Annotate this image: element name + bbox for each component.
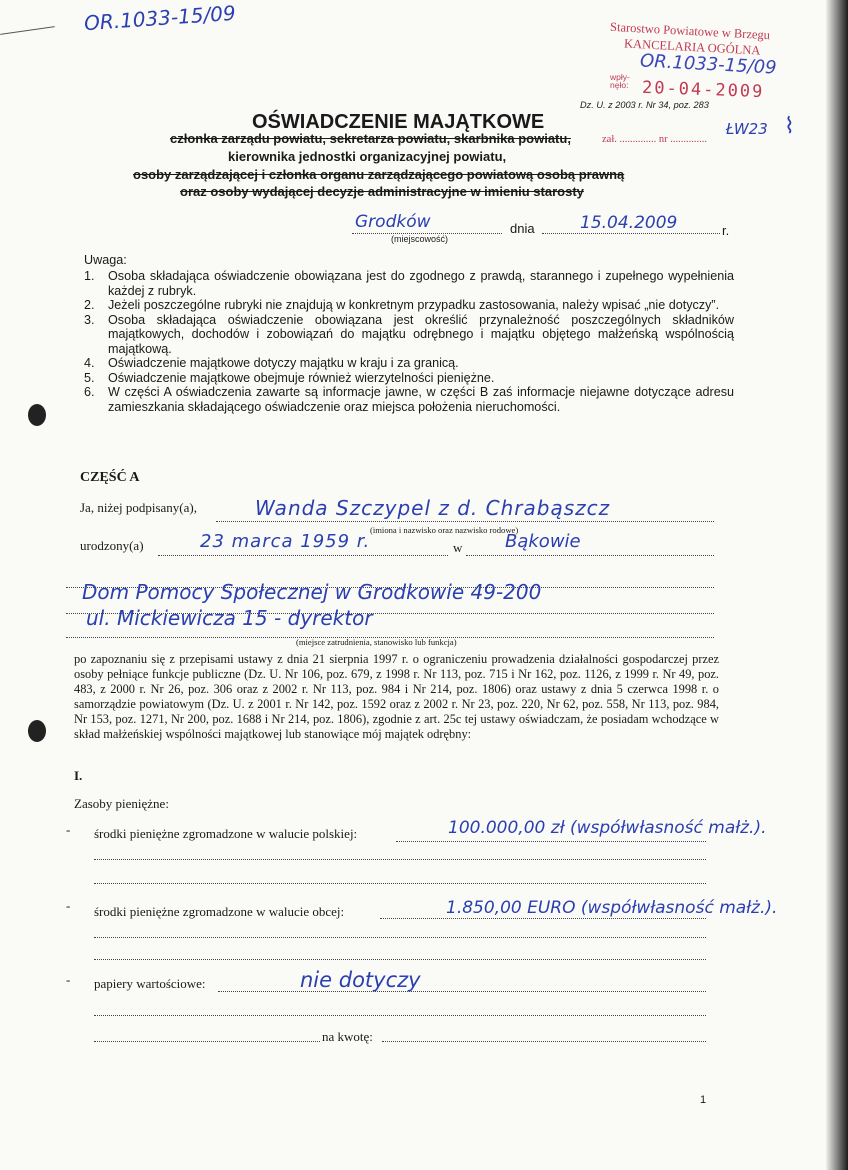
securities-label: papiery wartościowe: <box>94 976 206 991</box>
pln-label: środki pieniężne zgromadzone w walucie polskiej: <box>94 826 358 841</box>
signed-dotted-line <box>216 520 714 522</box>
notes-heading: Uwaga: <box>84 253 127 267</box>
subtitle-line-1: członka zarządu powiatu, sekretarza powiatu, skarbnika powiatu, <box>170 131 571 146</box>
punch-hole-top <box>28 404 46 426</box>
part-a-heading: CZĘŚĆ A <box>80 470 140 485</box>
born-date-value: 23 marca 1959 r. <box>200 531 371 552</box>
bullet: - <box>66 898 71 913</box>
employment-caption: (miejsce zatrudnienia, stanowisko lub funkcja) <box>296 637 457 647</box>
born-label: urodzony(a) <box>80 538 144 553</box>
name-caption: (imiona i nazwisko oraz nazwisko rodowe) <box>370 525 519 535</box>
pln-dotted-line <box>396 840 706 842</box>
stamp-initials: ŁW23 <box>726 120 768 138</box>
note-text: Jeżeli poszczególne rubryki nie znajdują w konkretnym przypadku zastosowania, należy wpisać „nie dotyczy”. <box>108 298 720 312</box>
punch-hole-bottom <box>28 720 46 742</box>
bullet: - <box>66 972 71 987</box>
declaration-paragraph: po zapoznaniu się z przepisami ustawy z dnia 21 sierpnia 1997 r. o ograniczeniu prowadzenia działalności gospodarczej przez osoby pełniące funkcje publiczne (Dz. U. Nr 106, poz. 679, z 1998 r. Nr 113, poz. 715 i Nr 162, poz. 1126, z 1999 r. Nr 49, poz. 483, z 2000 r. Nr 26, poz. 306 oraz z 2002 r. Nr 113, poz. 984 i Nr 214, poz. 1806) oraz ustawy z dnia 5 czerwca 1998 r. o samorządzie powiatowym (Dz. U. z 2001 r. Nr 142, poz. 1592 oraz z 2002 r. Nr 23, poz. 220, Nr 62, poz. 558, Nr 113, poz. 984, Nr 153, poz. 1271, Nr 200, poz. 1688 i Nr 214, poz. 1806), zgodnie z art. 25c tej ustawy oświadczam, że posiadam wchodzące w skład małżeńskiej wspólności majątkowej lub stanowiące mój majątek odrębny: <box>74 652 719 742</box>
note-text: W części A oświadczenia zawarte są informacje jawne, w części B zaś informacje niejawne dotyczące adresu zamieszkania składającego oświadczenie oraz miejsca położenia nieruchomości. <box>108 385 734 414</box>
note-text: Oświadczenie majątkowe obejmuje również wierzytelności pieniężne. <box>108 370 495 385</box>
scan-edge <box>826 0 848 1170</box>
foreign-dotted-line-2 <box>94 936 706 938</box>
pln-value: 100.000,00 zł (współwłasność małż.). <box>448 818 767 838</box>
stamp-received-label: wpły- nęło: <box>610 72 630 90</box>
place-caption: (miejscowość) <box>391 234 449 244</box>
born-in-label: w <box>453 540 463 555</box>
stamp-department: KANCELARIA OGÓLNA <box>623 36 761 58</box>
date-label: dnia <box>510 221 535 236</box>
notes-list <box>84 269 734 414</box>
legal-basis: Dz. U. z 2003 r. Nr 34, poz. 283 <box>580 100 709 110</box>
securities-dotted-line-2 <box>94 1014 706 1016</box>
born-place-value: Bąkowie <box>505 531 581 552</box>
subtitle-line-3: osoby zarządzającej i członka organu zarządzającego powiatową osobą prawną <box>133 167 625 182</box>
securities-dotted-line <box>218 990 706 992</box>
securities-value: nie dotyczy <box>300 968 421 992</box>
note-item: 1. Osoba składająca oświadczenie obowiązana jest do zgodnego z prawdą, starannego i zupełnego wypełnienia każdej z rubryk. <box>84 269 734 298</box>
stamp-office: Starostwo Powiatowe w Brzegu <box>609 19 771 43</box>
foreign-dotted-line-3 <box>94 958 706 960</box>
employment-line-2: ul. Mickiewicza 15 - dyrektor <box>86 606 373 630</box>
note-text: Oświadczenie majątkowe dotyczy majątku w kraju i za granicą. <box>108 356 459 370</box>
note-text: Osoba składająca oświadczenie obowiązana jest określić przynależność poszczególnych składników majątkowych, dochodów i zobowiązań do majątku odrębnego i majątku objętego małżeńską wspólnością majątkową. <box>108 312 734 356</box>
pln-dotted-line-2 <box>94 858 706 860</box>
page-number: 1 <box>700 1094 707 1106</box>
stamp-case-number: OR.1033-15/09 <box>639 50 778 79</box>
amount-dotted-lead <box>94 1040 320 1042</box>
stamp-attachments: zał. .............. nr .............. <box>602 134 707 145</box>
section-roman: I. <box>74 768 83 783</box>
born-place-dotted-line <box>466 554 714 556</box>
date-suffix: r. <box>722 223 730 238</box>
note-item: 4. Oświadczenie majątkowe dotyczy majątku w kraju i za granicą. <box>84 356 734 371</box>
date-value: 15.04.2009 <box>580 213 678 233</box>
bullet: - <box>66 822 71 837</box>
born-date-dotted-line <box>158 554 448 556</box>
funds-heading: Zasoby pieniężne: <box>74 796 169 811</box>
signed-value: Wanda Szczypel z d. Chrabąszcz <box>255 496 611 520</box>
signed-label: Ja, niżej podpisany(a), <box>80 500 197 515</box>
place-value: Grodków <box>355 212 431 232</box>
note-item: 5. Oświadczenie majątkowe obejmuje również wierzytelności pieniężne. <box>84 371 734 386</box>
employment-line-1: Dom Pomocy Społecznej w Grodkowie 49-200 <box>82 580 542 604</box>
amount-dotted-line <box>382 1040 706 1042</box>
pen-stroke <box>0 26 55 35</box>
stamp-received-date: 20-04-2009 <box>641 77 765 103</box>
corner-case-note: OR.1033-15/09 <box>83 0 237 36</box>
note-item: 6. W części A oświadczenia zawarte są informacje jawne, w części B zaś informacje niejawne dotyczące adresu zamieszkania składającego oświadczenie oraz miejsca położenia nieruchomości. <box>84 385 734 414</box>
note-text: Osoba składająca oświadczenie obowiązana jest do zgodnego z prawdą, starannego i zupełnego wypełnienia każdej z rubryk. <box>108 269 734 298</box>
pln-dotted-line-3 <box>94 882 706 884</box>
foreign-value: 1.850,00 EURO (współwłasność małż.). <box>446 898 778 918</box>
signature-mark: ⌇ <box>784 114 795 139</box>
foreign-label: środki pieniężne zgromadzone w walucie obcej: <box>94 904 345 919</box>
document-title: OŚWIADCZENIE MAJĄTKOWE <box>252 111 545 133</box>
note-item: 2. Jeżeli poszczególne rubryki nie znajdują w konkretnym przypadku zastosowania, należy wpisać „nie dotyczy”. <box>84 298 734 313</box>
note-item: 3. Osoba składająca oświadczenie obowiązana jest określić przynależność poszczególnych składników majątkowych, dochodów i zobowiązań do majątku odrębnego i majątku objętego małżeńską wspólnością majątkową. <box>84 312 734 356</box>
subtitle-line-4: oraz osoby wydającej decyzje administracyjne w imieniu starosty <box>180 184 584 199</box>
subtitle-line-2: kierownika jednostki organizacyjnej powiatu, <box>228 149 507 164</box>
amount-label: na kwotę: <box>322 1029 373 1044</box>
